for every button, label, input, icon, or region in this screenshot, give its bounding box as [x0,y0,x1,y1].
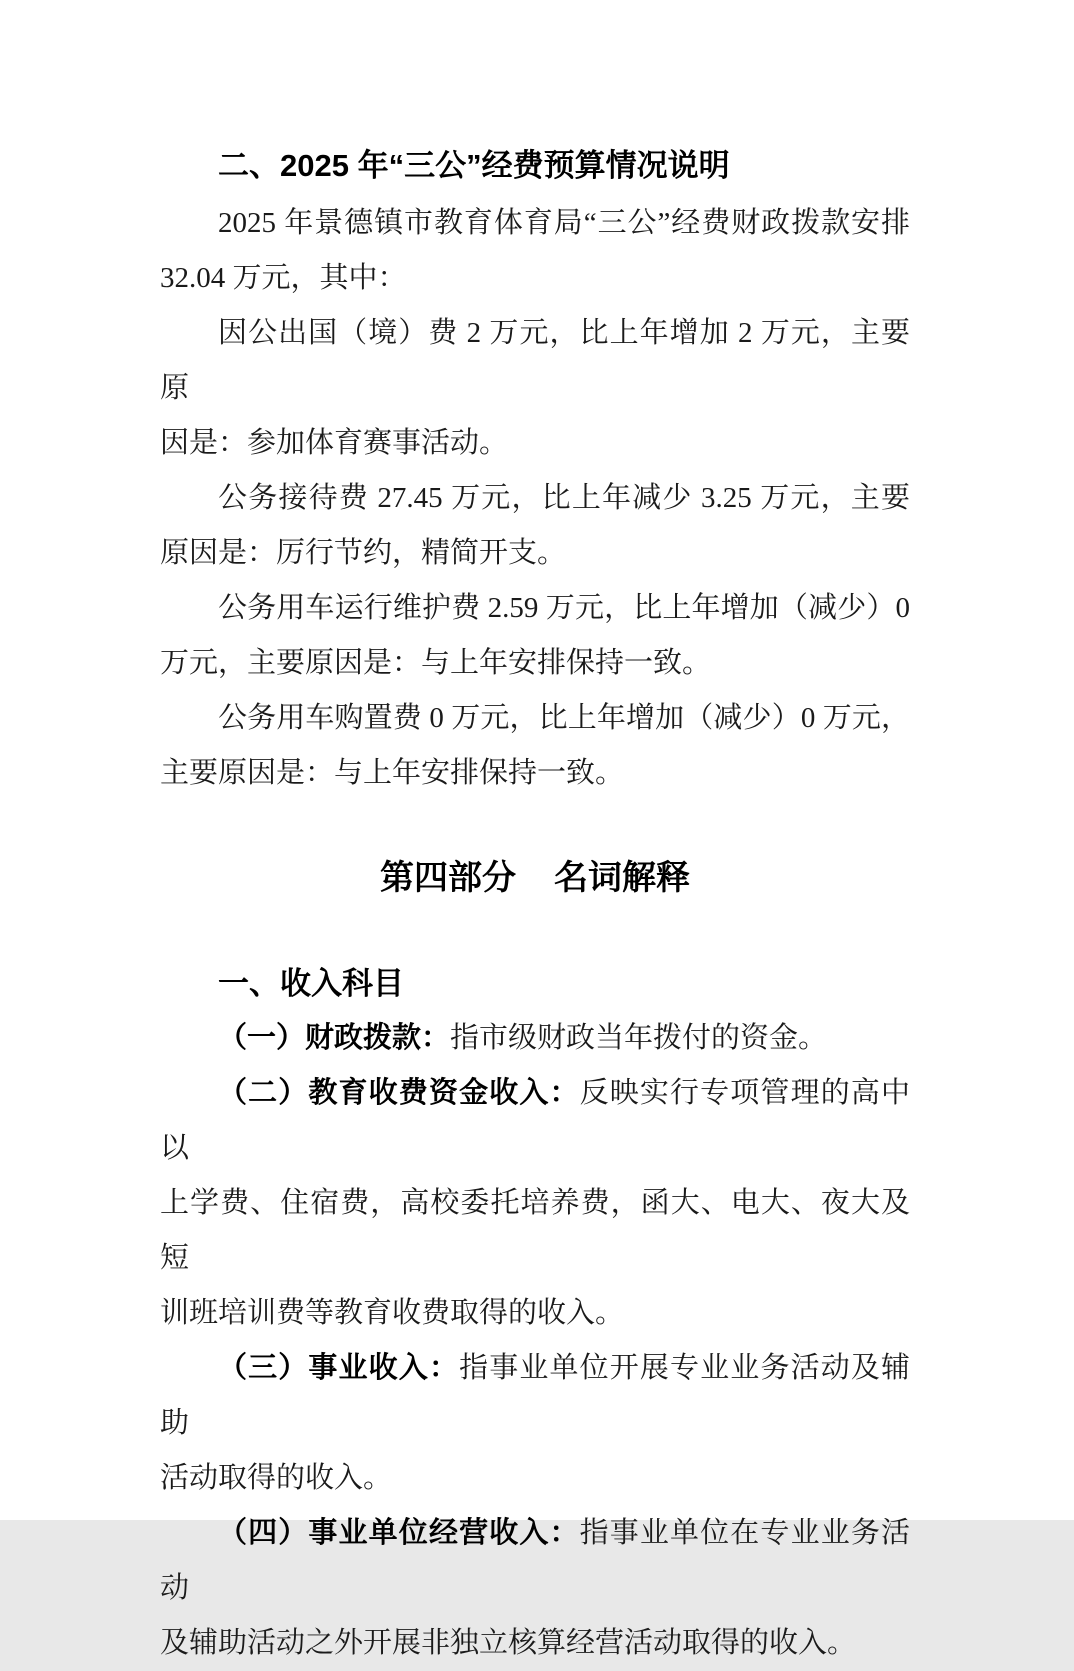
definition-term: （四）事业单位经营收入： [218,1517,580,1549]
definition-text: 指事业单位在专业业务活动 [160,1517,910,1604]
part4-heading [160,851,910,906]
definition-line [160,1066,910,1176]
paragraph-line: 2025 年景德镇市教育体育局“三公”经费财政拨款安排 [218,207,910,239]
paragraph-line: 32.04 万元，其中： [160,262,407,294]
definition-text: 指事业单位开展专业业务活动及辅助 [160,1352,910,1439]
paragraph-line: 万元，主要原因是：与上年安排保持一致。 [160,647,712,679]
paragraph-line: 因是：参加体育赛事活动。 [160,427,509,459]
definition-term: （三）事业收入： [218,1352,460,1384]
paragraph-line: 因公出国（境）费 2 万元，比上年增加 2 万元，主要原 [160,317,910,404]
part4-heading-number: 第四部分 [380,860,516,897]
definition-continuation-line: 训班培训费等教育收费取得的收入。 [160,1297,625,1329]
definition-line [160,1341,910,1451]
sangong-section-heading: 二、2025 年“三公”经费预算情况说明 [218,148,730,183]
definition-term: （二）教育收费资金收入： [218,1077,580,1109]
paragraph-line: 公务用车运行维护费 2.59 万元，比上年增加（减少）0 [218,592,910,624]
paragraph-line: 公务用车购置费 0 万元，比上年增加（减少）0 万元， [218,702,910,734]
definition-line [160,1506,910,1616]
definition-line [160,1011,910,1066]
part4-heading-title: 名词解释 [554,860,690,897]
paragraph-line: 公务接待费 27.45 万元，比上年减少 3.25 万元，主要 [218,482,910,514]
definition-continuation-line: 上学费、住宿费，高校委托培养费，函大、电大、夜大及短 [160,1187,910,1274]
definition-continuation-line: 及辅助活动之外开展非独立核算经营活动取得的收入。 [160,1627,857,1659]
paragraph-line: 原因是：厉行节约，精简开支。 [160,537,567,569]
paragraph-line: 主要原因是：与上年安排保持一致。 [160,757,625,789]
definition-continuation-line: 活动取得的收入。 [160,1462,393,1494]
income-subjects-heading: 一、收入科目 [218,966,404,1001]
definition-text: 反映实行专项管理的高中以 [160,1077,910,1164]
definition-text: 指市级财政当年拨付的资金。 [450,1022,828,1054]
definition-term: （一）财政拨款： [218,1022,451,1054]
